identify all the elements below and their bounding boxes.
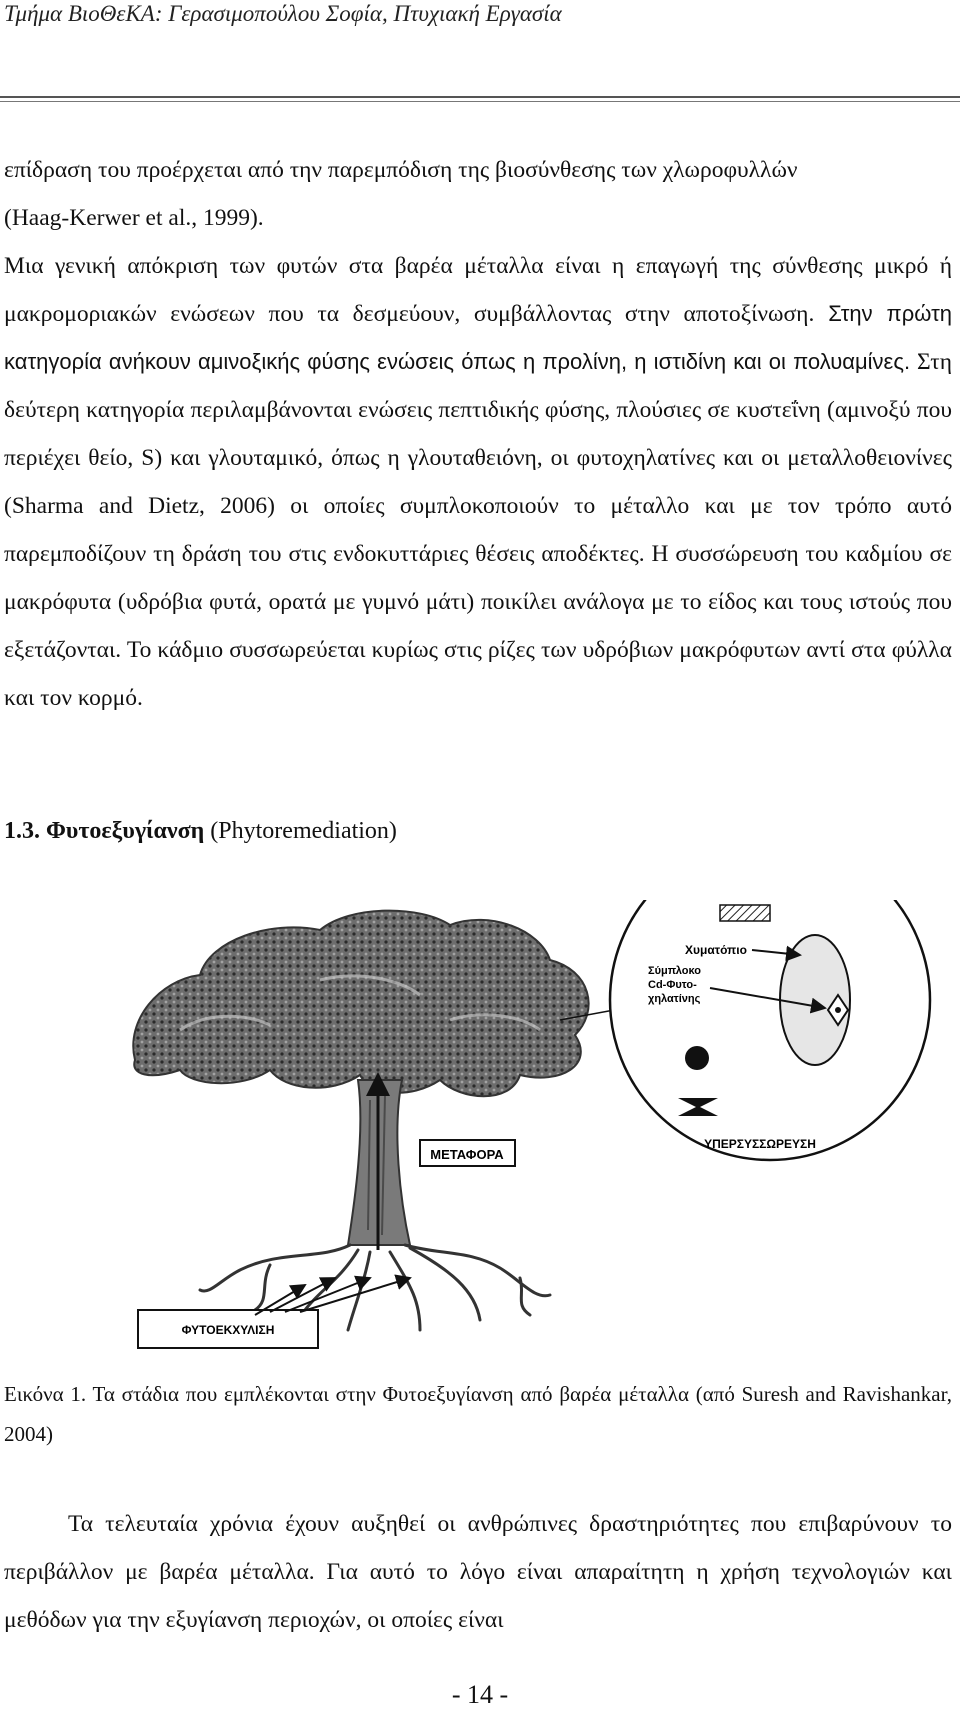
complex-label-line-3: χηλατίνης — [648, 993, 701, 1005]
lead-paragraph — [4, 146, 952, 242]
complex-label-line-1: Σύμπλοκο — [648, 965, 701, 977]
header-divider — [0, 96, 960, 98]
complex-label-line-2: Cd-Φυτο- — [648, 979, 697, 991]
section-subtitle: (Phytoremediation) — [210, 818, 397, 844]
header-divider-secondary — [0, 101, 960, 102]
section-title: Φυτοεξυγίανση — [46, 818, 205, 844]
phytoremediation-diagram — [120, 900, 960, 1360]
chromatophore-label: Χυματόπιο — [685, 943, 747, 957]
lead-line-2: (Haag-Kerwer et al., 1999). — [4, 205, 264, 231]
main-paragraph — [4, 242, 952, 722]
lead-line-1: επίδραση του προέρχεται από την παρεμπόδιση της βιοσύνθεσης των χλωροφυλλών — [4, 157, 798, 183]
hyperaccumulation-label: ΥΠΕΡΣΥΣΣΩΡΕΥΣΗ — [704, 1137, 816, 1151]
phytoextraction-label: ΦΥΤΟΕΚΧΥΛΙΣΗ — [181, 1323, 275, 1337]
tree-canopy — [133, 911, 588, 1097]
section-number: 1.3. — [4, 818, 40, 844]
metal-ion-dot — [685, 1046, 709, 1070]
cell-circle — [610, 900, 930, 1160]
hatched-block — [720, 905, 770, 921]
phytoremediation-figure — [120, 900, 960, 1360]
main-paragraph-part-2: Στην πρώτη κατηγορία ανήκουν αμινοξικής φύσης ενώσεις όπως η προλίνη, η ιστιδίνη και οι πολυαμίνες. — [4, 301, 952, 374]
transport-label: ΜΕΤΑΦΟΡΑ — [430, 1147, 504, 1162]
closing-paragraph: Τα τελευταία χρόνια έχουν αυξηθεί οι ανθρώπινες δραστηριότητες που επιβαρύνουν το περιβάλλον με βαρέα μέταλλα. Για αυτό το λόγο είναι απαραίτητη η χρήση τεχνολογιών και μεθόδων για την εξυγίανση περιοχών, οι οποίες είναι — [4, 1511, 952, 1633]
section-heading — [4, 811, 397, 851]
running-header: Τμήμα ΒιοΘεΚΑ: Γερασιμοπούλου Σοφία, Πτυχιακή Εργασία — [4, 1, 562, 26]
page-number: - 14 - — [451, 1680, 509, 1709]
main-paragraph-part-1: Μια γενική απόκριση των φυτών στα βαρέα μέταλλα είναι η επαγωγή της σύνθεσης μικρό ή μακρομοριακών ενώσεων που τα δεσμεύουν, συμβάλλοντας στην αποτοξίνωση. — [4, 253, 952, 327]
main-paragraph-part-3: Στη δεύτερη κατηγορία περιλαμβάνονται ενώσεις πεπτιδικής φύσης, πλούσιες σε κυστεΐνη (αμινοξύ που περιέχει θείο, S) και γλουταμικό, όπως η γλουταθειόνη, οι φυτοχηλατίνες και οι μεταλλοθειονίνες (Sharma and Dietz, 2006) οι οποίες συμπλοκοποιούν το μέταλλο και με τον τρόπο αυτό παρεμποδίζουν τη δράση του στις ενδοκυττάριες θέσεις αποδέκτες. Η συσσώρευση του καδμίου σε μακρόφυτα (υδρόβια φυτά, ορατά με γυμνό μάτι) ποικίλει ανάλογα με το είδος και τους ιστούς που εξετάζονται. Το κάδμιο συσσωρεύεται κυρίως στις ρίζες των υδρόβιων μακρόφυτων αντί στα φύλλα και τον κορμό. — [4, 349, 952, 711]
figure-caption: Εικόνα 1. Τα στάδια που εμπλέκονται στην Φυτοεξυγίανση από βαρέα μέταλλα (από Suresh and Ravishankar, 2004) — [4, 1382, 952, 1446]
